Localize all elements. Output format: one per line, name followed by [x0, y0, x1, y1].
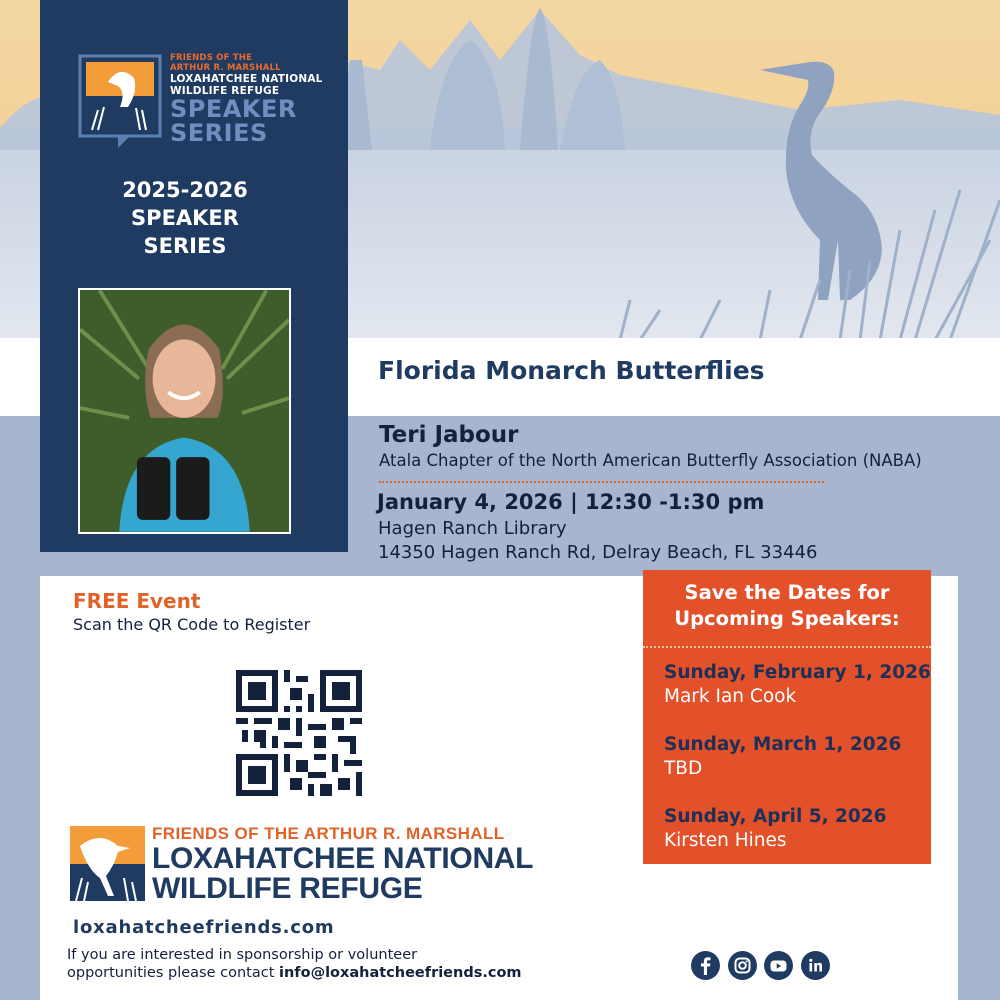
series-years: 2025-2026 — [122, 178, 248, 202]
refuge-heron-logo — [70, 826, 145, 901]
logo-line-refuge: WILDLIFE REFUGE — [170, 85, 280, 97]
logo-line-friends: FRIENDS OF THE — [170, 53, 253, 63]
upcoming-heading-line2: Upcoming Speakers: — [674, 607, 900, 630]
logo-line-speaker: SPEAKER — [170, 95, 297, 123]
speaker-photo — [78, 288, 291, 534]
youtube-icon[interactable] — [764, 951, 793, 980]
upcoming-heading — [643, 580, 931, 632]
talk-title: Florida Monarch Butterflies — [378, 356, 765, 385]
upcoming-heading-line1: Save the Dates for — [684, 581, 890, 604]
venue — [378, 517, 817, 565]
facebook-icon[interactable] — [691, 951, 720, 980]
upcoming-speaker: Mark Ian Cook — [664, 686, 797, 707]
contact-email[interactable]: info@loxahatcheefriends.com — [279, 965, 522, 981]
refuge-logo-friends: FRIENDS OF THE ARTHUR R. MARSHALL — [152, 824, 505, 843]
upcoming-item — [664, 661, 931, 709]
upcoming-item — [664, 805, 887, 853]
dotted-divider — [379, 481, 824, 483]
venue-name: Hagen Ranch Library — [378, 518, 567, 539]
free-event-label: FREE Event — [73, 589, 201, 613]
website-link[interactable]: loxahatcheefriends.com — [73, 917, 335, 938]
upcoming-speaker: Kirsten Hines — [664, 830, 787, 851]
venue-address: 14350 Hagen Ranch Rd, Delray Beach, FL 33446 — [378, 542, 818, 563]
speaker-organization: Atala Chapter of the North American Butterfly Association (NABA) — [379, 451, 922, 470]
refuge-logo-text — [152, 824, 533, 904]
upcoming-speaker: TBD — [664, 758, 703, 779]
speaker-name: Teri Jabour — [379, 422, 519, 448]
upcoming-item — [664, 733, 901, 781]
event-date-time: January 4, 2026 | 12:30 -1:30 pm — [377, 490, 765, 514]
qr-code[interactable] — [236, 670, 362, 796]
refuge-logo-loxahatchee: LOXAHATCHEE NATIONAL — [152, 842, 534, 875]
logo-line-loxahatchee: LOXAHATCHEE NATIONAL — [170, 73, 323, 85]
contact-line2 — [67, 964, 547, 982]
upcoming-date: Sunday, March 1, 2026 — [664, 734, 902, 755]
refuge-logo-refuge: WILDLIFE REFUGE — [152, 872, 423, 905]
series-word-series: SERIES — [143, 234, 227, 258]
upcoming-divider — [643, 646, 931, 648]
contact-line1: If you are interested in sponsorship or volunteer — [67, 947, 418, 963]
logo-line-series: SERIES — [170, 119, 268, 147]
speaker-series-logo — [78, 52, 168, 162]
scan-instruction: Scan the QR Code to Register — [73, 615, 311, 634]
linkedin-icon[interactable] — [801, 951, 830, 980]
speaker-series-logo-text — [170, 53, 323, 145]
series-word-speaker: SPEAKER — [131, 206, 239, 230]
series-title — [40, 176, 330, 260]
upcoming-date: Sunday, February 1, 2026 — [664, 662, 931, 683]
logo-line-marshall: ARTHUR R. MARSHALL — [170, 63, 281, 73]
instagram-icon[interactable] — [728, 951, 757, 980]
contact-prefix: opportunities please contact — [67, 965, 279, 981]
upcoming-date: Sunday, April 5, 2026 — [664, 806, 887, 827]
contact-text — [67, 946, 547, 982]
